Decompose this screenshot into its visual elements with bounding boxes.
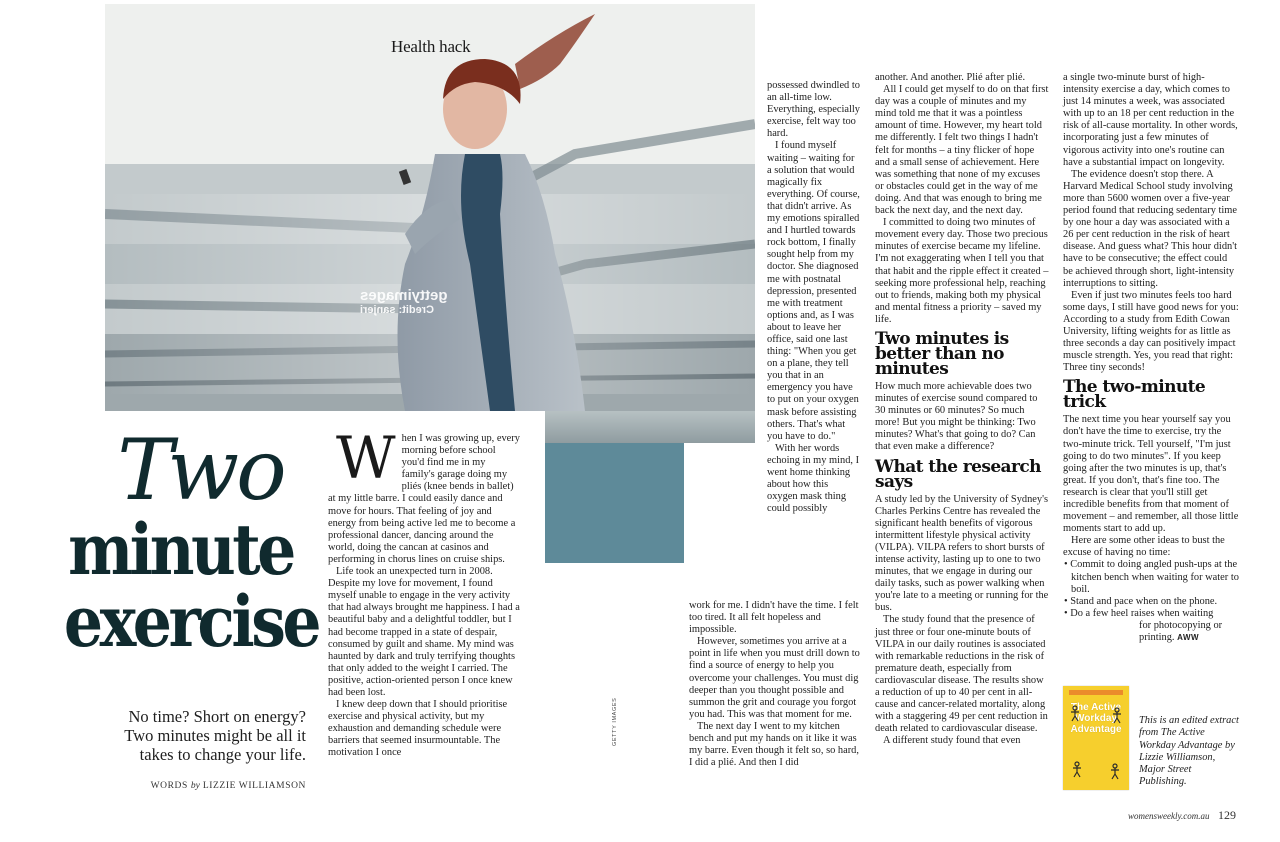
headline-line-2: minute bbox=[68, 508, 293, 591]
subhead: Two minutes is better than no minutes bbox=[875, 328, 1009, 379]
list-item: • Commit to doing angled push-ups at the kitchen bench when waiting for water to boil. bbox=[1064, 559, 1239, 595]
getty-watermark bbox=[360, 287, 470, 316]
paragraph: A study led by the University of Sydney's Charles Perkins Centre has revealed the significant health benefits of vigorous intermittent lifestyle physical activity (VILPA). VILPA refers to short bursts of intense activity, lasting up to one to two minutes, that we engage in during our daily tasks, such as power walking when you're late to a meeting or running for the bus. bbox=[875, 493, 1049, 614]
paragraph: The next time you hear yourself say you don't have the time to exercise, try the two-minute trick. Tell yourself, "I'm just going to do two minutes". If you keep going after the two minutes is up, that's great. If you don't, that's fine too. The research is clear that you'll still get incredible benefits from that moment of movement – and remember, all those little moments start to add up. bbox=[1063, 414, 1239, 535]
body-column-2-lower bbox=[689, 600, 861, 769]
list-item-text: for photocopying or printing. bbox=[1139, 619, 1223, 644]
watermark-credit: Credit: sanjeri bbox=[360, 304, 434, 316]
paragraph: However, sometimes you arrive at a point in life when you must drill down to find a source of energy to help you overcome your challenges. You must dig deeper than you thought possible and summon the grit and courage you forgot you had. This was that moment for me. bbox=[689, 636, 860, 720]
byline-author: LIZZIE WILLIAMSON bbox=[202, 781, 306, 791]
list-item-text: Commit to doing angled push-ups at the kitchen bench when waiting for water to boil. bbox=[1070, 559, 1239, 595]
paragraph: hen I was growing up, every morning before school you'd find me in my family's garage doing my pliés (knee bends in ballet) at my little barre. I could easily dance and move for hours. That feeling of joy and energy from being active led me to become a professional dancer, dancing around the world, doing the cancan at casinos and performing in chorus lines on cruise ships. bbox=[328, 433, 520, 565]
paragraph: The evidence doesn't stop there. A Harvard Medical School study involving more than 5600 women over a five-year period found that reducing sedentary time by one hour a day was associated with a 26 per cent reduction in the risk of heart disease. And guess what? This hour didn't have to be consecutive; the effect could be achieved through short, light-intensity interruptions to sitting. bbox=[1063, 168, 1237, 289]
byline-prefix: WORDS bbox=[150, 781, 188, 791]
paragraph: All I could get myself to do on that first day was a couple of minutes and my mind told me that it was a pointless amount of time. However, my heart told me differently. I felt two things I hadn't felt for months – a tiny flicker of hope and a small sense of achievement. Here was something that none of my excuses or obstacles could get in the way of me doing. And that was enough to bring me back the next day, and the next day. bbox=[875, 84, 1049, 217]
paragraph: Here are some other ideas to bust the excuse of having no time: bbox=[1063, 535, 1225, 559]
watermark-brand: gettyimages bbox=[360, 287, 448, 304]
section-label: Health hack bbox=[391, 37, 471, 56]
hero-photo-lower bbox=[545, 411, 755, 443]
paragraph: I found myself waiting – waiting for a solution that would magically fix everything. Of course, that didn't arrive. As my emotions spiralled and I hurtled towards rock bottom, I finally sought help from my doctor. She diagnosed me with postnatal depression, presented me with treatment options and, as I was about to leave her office, said one last thing: "When you get on a plane, they tell you that in an emergency you have to put on your oxygen mask before assisting others. That's what you have to do." bbox=[767, 140, 860, 442]
page-footer bbox=[1128, 808, 1236, 823]
book-figures-icon bbox=[1063, 686, 1129, 790]
paragraph: work for me. I didn't have the time. I felt too tired. It all felt hopeless and impossible. bbox=[689, 600, 859, 636]
paragraph: I knew deep down that I should prioritise exercise and physical activity, but my exhaustion and demanding schedule were barriers that seemed insurmountable. The motivation I once bbox=[328, 699, 508, 759]
paragraph: With her words echoing in my mind, I went home thinking about how this oxygen mask thing could possibly bbox=[767, 442, 860, 515]
byline bbox=[110, 781, 306, 791]
book-title: The Active Workday Advantage bbox=[1070, 702, 1122, 735]
book-cover bbox=[1063, 686, 1129, 790]
paragraph: The next day I went to my kitchen bench and put my hands on it like it was my barre. Even though it felt so, so hard, I did a plié. And then I did bbox=[689, 720, 859, 769]
list-item-text: Do a few heel raises when waiting bbox=[1070, 607, 1214, 619]
headline-line-1: Two bbox=[117, 421, 284, 519]
list-item-continuation bbox=[1063, 620, 1239, 644]
subhead: What the research says bbox=[875, 456, 1041, 492]
list-item-text: Stand and pace when on the phone. bbox=[1070, 595, 1218, 607]
paragraph: Life took an unexpected turn in 2008. Despite my love for movement, I found myself unable to engage in the very activity that had always brought me happiness. I had a beautiful baby and a delightful toddler, but I had become trapped in a state of despair, consumed by guilt and shame. My mind was haunted by dark and truly terrifying thoughts that only added to the weight I carried. The positive, action-oriented person I once knew had been lost. bbox=[328, 566, 520, 698]
list-item: • Stand and pace when on the phone. bbox=[1064, 595, 1218, 607]
paragraph: Even if just two minutes feels too hard some days, I still have good news for you: According to a study from Edith Cowan University, lifting weights for as little as three seconds a day can positively impact muscle strength. Yes, you read that right: Three tiny seconds! bbox=[1063, 289, 1239, 374]
page-number: 129 bbox=[1217, 808, 1236, 822]
sign-off: AWW bbox=[1177, 633, 1200, 643]
headline bbox=[48, 421, 319, 663]
tips-list bbox=[1063, 559, 1239, 619]
list-item: • Do a few heel raises when waiting bbox=[1064, 607, 1214, 619]
byline-by: by bbox=[190, 781, 200, 791]
paragraph: a single two-minute burst of high-intensity exercise a day, which comes to just 14 minutes a week, was associated with up to an 18 per cent reduction in the risk of all-cause mortality. In other words, incorporating just a few minutes of vigorous activity into one's routine can have a substantial impact on longevity. bbox=[1063, 72, 1238, 168]
paragraph: The study found that the presence of just three or four one-minute bouts of VILPA in our daily routines is associated with remarkable reductions in the risk of premature death, especially from cardiovascular disease. The results show a reduction of up to 40 per cent in all-cause and cancer-related mortality, along with a staggering 49 per cent reduction in death related to cardiovascular disease. bbox=[875, 614, 1048, 735]
body-column-4 bbox=[1063, 72, 1239, 644]
photo-illustration bbox=[105, 4, 755, 411]
paragraph: How much more achievable does two minutes of exercise sound compared to 30 minutes or 60 minutes? So much more! But you might be thinking: Two minutes? What's that going to do? Can that even make a difference? bbox=[875, 380, 1038, 453]
footer-site: womensweekly.com.au bbox=[1128, 811, 1210, 821]
paragraph: another. And another. Plié after plié. bbox=[875, 72, 1026, 83]
subhead: The two-minute trick bbox=[1063, 377, 1206, 413]
body-column-1 bbox=[328, 424, 520, 760]
drop-cap: W bbox=[336, 424, 396, 492]
headline-line-3: exercise bbox=[63, 580, 319, 663]
book-note: This is an edited extract from The Active Workday Advantage by Lizzie Williamson, Major Street Publishing. bbox=[1139, 715, 1239, 788]
body-column-3 bbox=[875, 72, 1050, 748]
paragraph: A different study found that even bbox=[883, 735, 1021, 747]
standfirst: No time? Short on energy? Two minutes might be all it takes to change your life. bbox=[124, 707, 306, 764]
vertical-photo-credit: GETTY IMAGES bbox=[612, 697, 618, 746]
teal-color-block bbox=[545, 443, 684, 563]
paragraph: possessed dwindled to an all-time low. Everything, especially exercise, felt way too hard. bbox=[767, 80, 860, 140]
body-column-2 bbox=[767, 80, 860, 515]
hero-photo bbox=[105, 4, 755, 411]
paragraph: I committed to doing two minutes of movement every day. Those two precious minutes of exercise became my lifeline. I'm not exaggerating when I tell you that that habit and the ripple effect it created – seeking more professional help, reaching out to friends, making both my physical and mental fitness a priority – saved my life. bbox=[875, 217, 1049, 325]
